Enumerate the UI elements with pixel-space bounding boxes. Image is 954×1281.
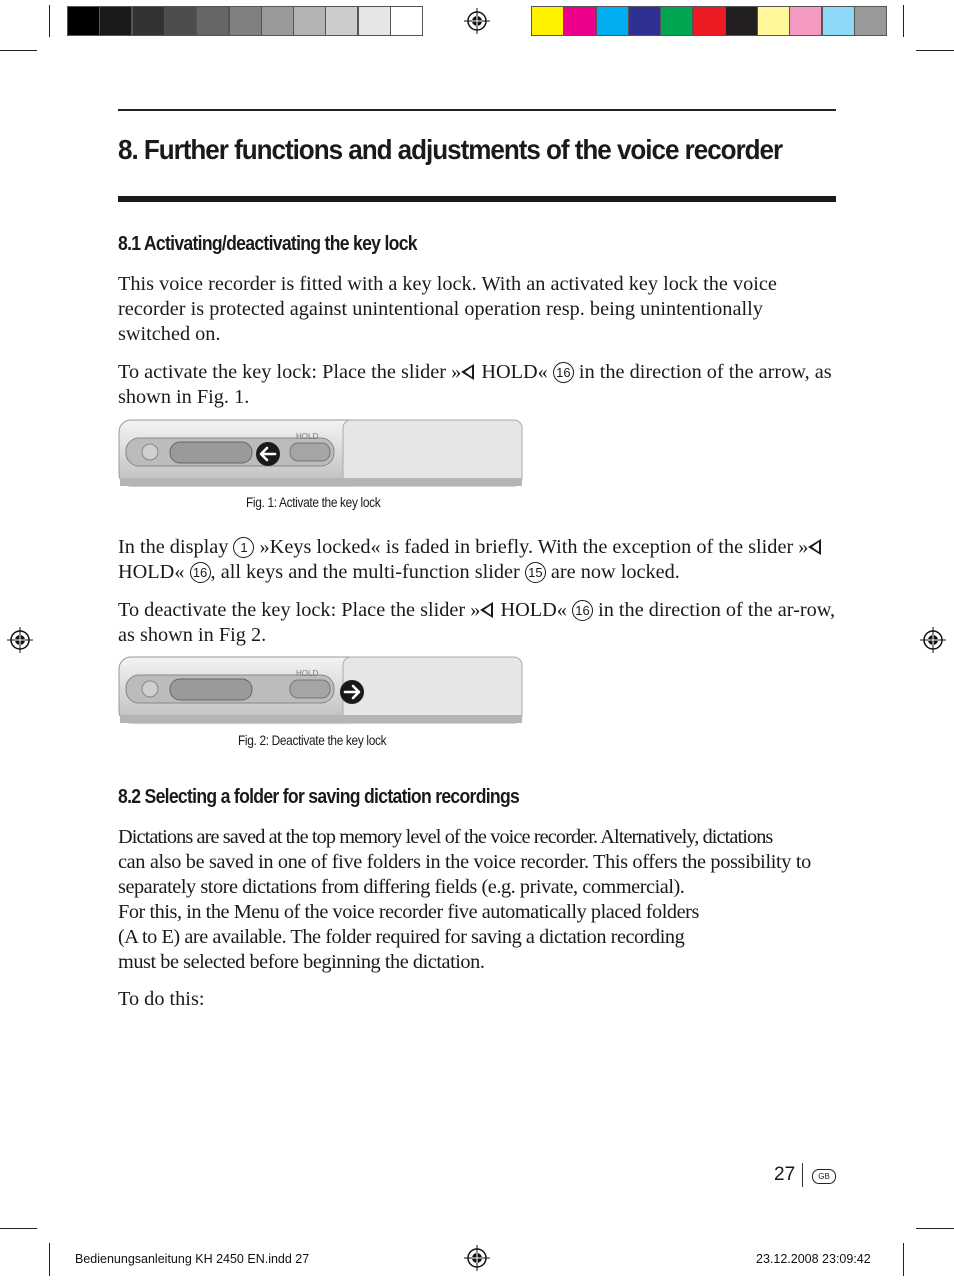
color-swatch <box>596 6 629 36</box>
footer-timestamp: 23.12.2008 23:09:42 <box>756 1252 871 1266</box>
paragraph-activate: To activate the key lock: Place the slider » HOLD« 16 in the direction of the arrow, as shown in Fig. 1. <box>118 361 832 408</box>
figure-1-device-image <box>118 418 524 492</box>
gray-swatch <box>325 6 358 36</box>
crop-mark <box>903 1243 904 1276</box>
paragraph-intro: This voice recorder is fitted with a key lock. With an activated key lock the voice recorder is protected against unintentional operation resp. being unintentionally switched on. <box>118 273 777 345</box>
footer-filename: Bedienungsanleitung KH 2450 EN.indd 27 <box>75 1252 310 1266</box>
country-badge: GB <box>812 1169 836 1184</box>
crop-mark <box>0 50 37 51</box>
color-swatch <box>660 6 693 36</box>
hold-symbol-icon <box>808 539 821 555</box>
paragraph-folders: Dictations are saved at the top memory level of the voice recorder. Alternatively, dictations can also be saved in one of five folders in the voice recorder. This offers the possibility to separately store dictations from differing fields (e.g. private, commercial). For this, in the Menu of the voice recorder five automatically placed folders (A to E) are available. The folder required for saving a dictation recording must be selected before beginning the dictation. <box>118 826 811 973</box>
figure-1-caption: Fig. 1: Activate the key lock <box>246 494 381 510</box>
gray-swatch <box>132 6 165 36</box>
crop-mark <box>49 1243 50 1276</box>
reference-number-16: 16 <box>553 362 574 383</box>
gray-swatch <box>261 6 294 36</box>
device-hold-label: HOLD <box>296 669 319 678</box>
heading-rule-top <box>118 109 836 111</box>
gray-swatch <box>196 6 229 36</box>
reference-number-16: 16 <box>190 562 211 583</box>
registration-mark-icon <box>7 627 33 653</box>
registration-mark-icon <box>464 8 490 34</box>
color-swatch <box>757 6 790 36</box>
page-number: 27 <box>774 1164 796 1185</box>
device-hold-label: HOLD <box>296 432 319 441</box>
crop-mark <box>49 5 50 37</box>
crop-mark <box>916 50 954 51</box>
registration-mark-icon <box>920 627 946 653</box>
gray-swatch <box>99 6 132 36</box>
paragraph-display: In the display 1 »Keys locked« is faded in briefly. With the exception of the slider » HOLD« 16 , all keys and the multi-function slider 15 are now locked. <box>118 535 838 585</box>
section-heading-folder: 8.2 Selecting a folder for saving dictation recordings <box>118 786 520 808</box>
color-swatch <box>563 6 596 36</box>
crop-mark <box>903 5 904 37</box>
color-swatch <box>693 6 726 36</box>
hold-symbol-icon <box>480 602 493 618</box>
reference-number-15: 15 <box>525 562 546 583</box>
figure-2-device-image <box>118 655 524 729</box>
gray-swatch <box>164 6 197 36</box>
gray-swatch <box>293 6 326 36</box>
gray-swatch <box>358 6 391 36</box>
page-number-divider <box>802 1163 803 1187</box>
heading-rule-bottom <box>118 196 836 202</box>
chapter-heading: 8. Further functions and adjustments of the voice recorder <box>118 134 783 165</box>
paragraph-to-do-this: To do this: <box>118 988 205 1010</box>
gray-swatch <box>229 6 262 36</box>
reference-number-1: 1 <box>233 537 254 558</box>
color-swatch <box>628 6 661 36</box>
color-swatch <box>789 6 822 36</box>
paragraph-deactivate: To deactivate the key lock: Place the slider » HOLD« 16 in the direction of the ar-row, as shown in Fig 2. <box>118 599 836 646</box>
reference-number-16: 16 <box>572 600 593 621</box>
figure-2-caption: Fig. 2: Deactivate the key lock <box>238 732 387 748</box>
crop-mark <box>0 1228 37 1229</box>
color-swatch <box>725 6 758 36</box>
gray-swatch <box>390 6 423 36</box>
hold-symbol-icon <box>461 364 474 380</box>
section-heading-key-lock: 8.1 Activating/deactivating the key lock <box>118 233 417 255</box>
crop-mark <box>916 1228 954 1229</box>
color-swatch <box>531 6 564 36</box>
color-swatch <box>822 6 855 36</box>
registration-mark-icon <box>464 1245 490 1271</box>
gray-swatch <box>67 6 100 36</box>
color-swatch <box>854 6 887 36</box>
